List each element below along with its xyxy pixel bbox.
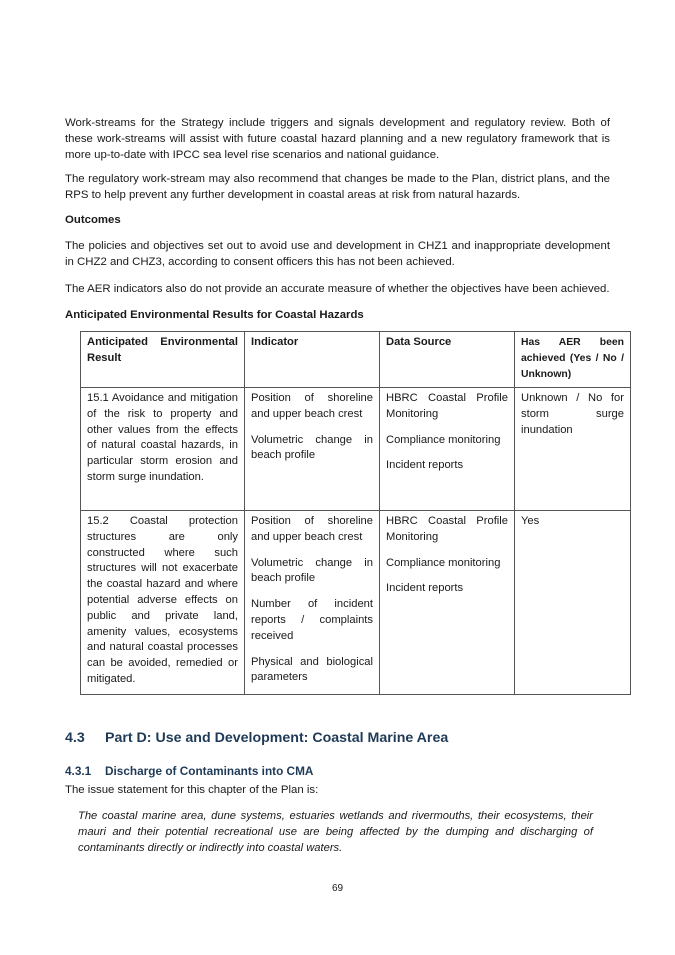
issue-statement-quote: The coastal marine area, dune systems, estuaries wetlands and rivermouths, their ecosystems, their mauri and their potential recreational use are being affected by the dumping and discharging of contaminants directly or indirectly into coastal waters.	[78, 810, 593, 854]
indicator-item: Volumetric change in beach profile	[251, 556, 373, 585]
data-source-cell	[380, 511, 515, 695]
header-anticipated-result: Anticipated Environmental Result	[81, 332, 245, 388]
source-item: Compliance monitoring	[386, 433, 501, 446]
section-heading	[65, 730, 448, 746]
aer-table	[80, 331, 631, 695]
achieved-cell: Unknown / No for storm surge inundation	[515, 388, 631, 511]
source-item: HBRC Coastal Profile Monitoring	[386, 515, 508, 543]
result-cell: 15.1 Avoidance and mitigation of the risk to property and other values from the effects of natural coastal hazards, in particular storm erosion and storm surge inundation.	[81, 388, 245, 511]
indicator-item: Position of shoreline and upper beach crest	[251, 515, 373, 543]
header-indicator: Indicator	[245, 332, 380, 388]
source-item: Incident reports	[386, 582, 464, 595]
indicator-item: Number of incident reports / complaints received	[251, 598, 373, 642]
source-item: HBRC Coastal Profile Monitoring	[386, 392, 508, 420]
header-data-source: Data Source	[380, 332, 515, 388]
section-number: 4.3	[65, 730, 85, 746]
paragraph-regulatory: The regulatory work-stream may also recommend that changes be made to the Plan, district plans, and the RPS to help prevent any further development in coastal areas at risk from natural hazards.	[65, 173, 610, 201]
subsection-number: 4.3.1	[65, 764, 92, 778]
table-heading: Anticipated Environmental Results for Coastal Hazards	[65, 309, 364, 321]
indicator-item: Physical and biological parameters	[251, 655, 373, 684]
paragraph-aer-indicators: The AER indicators also do not provide an accurate measure of whether the objectives have been achieved.	[65, 283, 610, 295]
indicator-cell	[245, 388, 380, 511]
section-title: Part D: Use and Development: Coastal Marine Area	[105, 730, 449, 746]
page-number: 69	[331, 883, 344, 894]
table-row	[81, 511, 631, 695]
subsection-title: Discharge of Contaminants into CMA	[105, 764, 314, 778]
table-header-row	[81, 332, 631, 388]
header-achieved: Has AER been achieved (Yes / No / Unknown)	[515, 332, 631, 388]
source-item: Incident reports	[386, 459, 464, 472]
subsection-heading	[65, 764, 313, 778]
paragraph-workstreams: Work-streams for the Strategy include triggers and signals development and regulatory review. Both of these work-streams will assist with future coastal hazard planning and a new regulatory framework that is more up-to-date with IPCC sea level rise scenarios and national guidance.	[65, 117, 610, 161]
result-cell: 15.2 Coastal protection structures are only constructed where such structures will not exacerbate the coastal hazard and where potential adverse effects on public and private land, amenity values, ecosystems and natural coastal processes can be avoided, remedied or mitigated.	[81, 511, 245, 695]
issue-intro: The issue statement for this chapter of the Plan is:	[65, 784, 319, 796]
achieved-cell: Yes	[515, 511, 631, 695]
indicator-cell	[245, 511, 380, 695]
table-row	[81, 388, 631, 511]
source-item: Compliance monitoring	[386, 556, 501, 569]
indicator-item: Position of shoreline and upper beach crest	[251, 392, 373, 420]
outcomes-heading: Outcomes	[65, 214, 121, 226]
indicator-item: Volumetric change in beach profile	[251, 433, 373, 462]
data-source-cell	[380, 388, 515, 511]
paragraph-policies: The policies and objectives set out to avoid use and development in CHZ1 and inappropriate development in CHZ2 and CHZ3, according to consent officers this has not been achieved.	[65, 240, 610, 268]
